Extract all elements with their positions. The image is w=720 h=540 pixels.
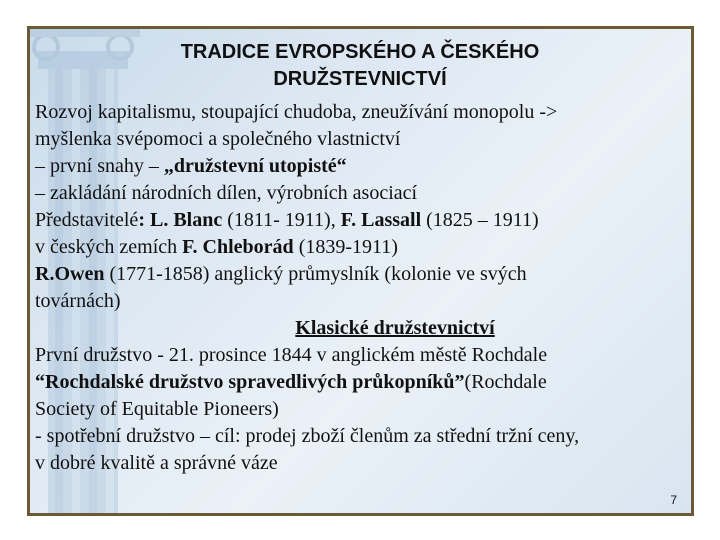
text-line (35, 369, 694, 396)
text-segment: továrnách) (35, 290, 121, 312)
text-segment: (1825 – 1911) (421, 209, 539, 231)
bold-segment: F. Chleborád (182, 236, 294, 258)
text-line (35, 234, 694, 261)
text-segment: První družstvo - 21. prosince 1844 v anglickém městě Rochdale (35, 344, 548, 366)
subheading-text: Klasické družstevnictví (295, 317, 495, 339)
text-segment: Society of Equitable Pioneers) (35, 398, 279, 420)
text-segment: – zakládání národních dílen, výrobních asociací (35, 182, 418, 204)
slide-body (35, 99, 694, 477)
subheading (35, 315, 694, 342)
bold-segment: „družstevní utopisté“ (163, 155, 347, 177)
text-line (35, 342, 694, 369)
text-line (35, 261, 694, 288)
text-line (35, 180, 694, 207)
text-segment: – první snahy – (35, 155, 164, 177)
slide-frame (27, 26, 694, 516)
page-number: 7 (670, 493, 677, 507)
slide-title (150, 39, 570, 93)
text-line (35, 99, 694, 126)
title-line-1: TRADICE EVROPSKÉHO A ČESKÉHO (180, 41, 540, 63)
text-line (35, 126, 694, 153)
text-line (35, 153, 694, 180)
text-segment: v českých zemích (35, 236, 183, 258)
bold-segment: : L. Blanc (138, 209, 223, 231)
text-segment: v dobré kvalitě a správné váze (35, 452, 278, 474)
text-line (35, 207, 694, 234)
text-line (35, 450, 694, 477)
text-segment: (1771-1858) anglický průmyslník (kolonie ve svých (104, 263, 527, 285)
bold-segment: F. Lassall (340, 209, 422, 231)
bold-segment: “Rochdalské družstvo spravedlivých průkopníků” (35, 371, 465, 393)
text-segment: (1839-1911) (293, 236, 398, 258)
text-segment: - spotřební družstvo – cíl: prodej zboží členům za střední tržní ceny, (35, 425, 580, 447)
bold-segment: R.Owen (35, 263, 105, 285)
text-segment: (1811- 1911), (222, 209, 341, 231)
text-segment: Představitelé (35, 209, 139, 231)
text-line (35, 288, 694, 315)
title-line-2: DRUŽSTEVNICTVÍ (273, 68, 447, 90)
text-segment: Rozvoj kapitalismu, stoupající chudoba, zneužívání monopolu -> (35, 101, 558, 123)
text-line (35, 396, 694, 423)
text-segment: myšlenka svépomoci a společného vlastnictví (35, 128, 401, 150)
text-line (35, 423, 694, 450)
text-segment: (Rochdale (464, 371, 547, 393)
